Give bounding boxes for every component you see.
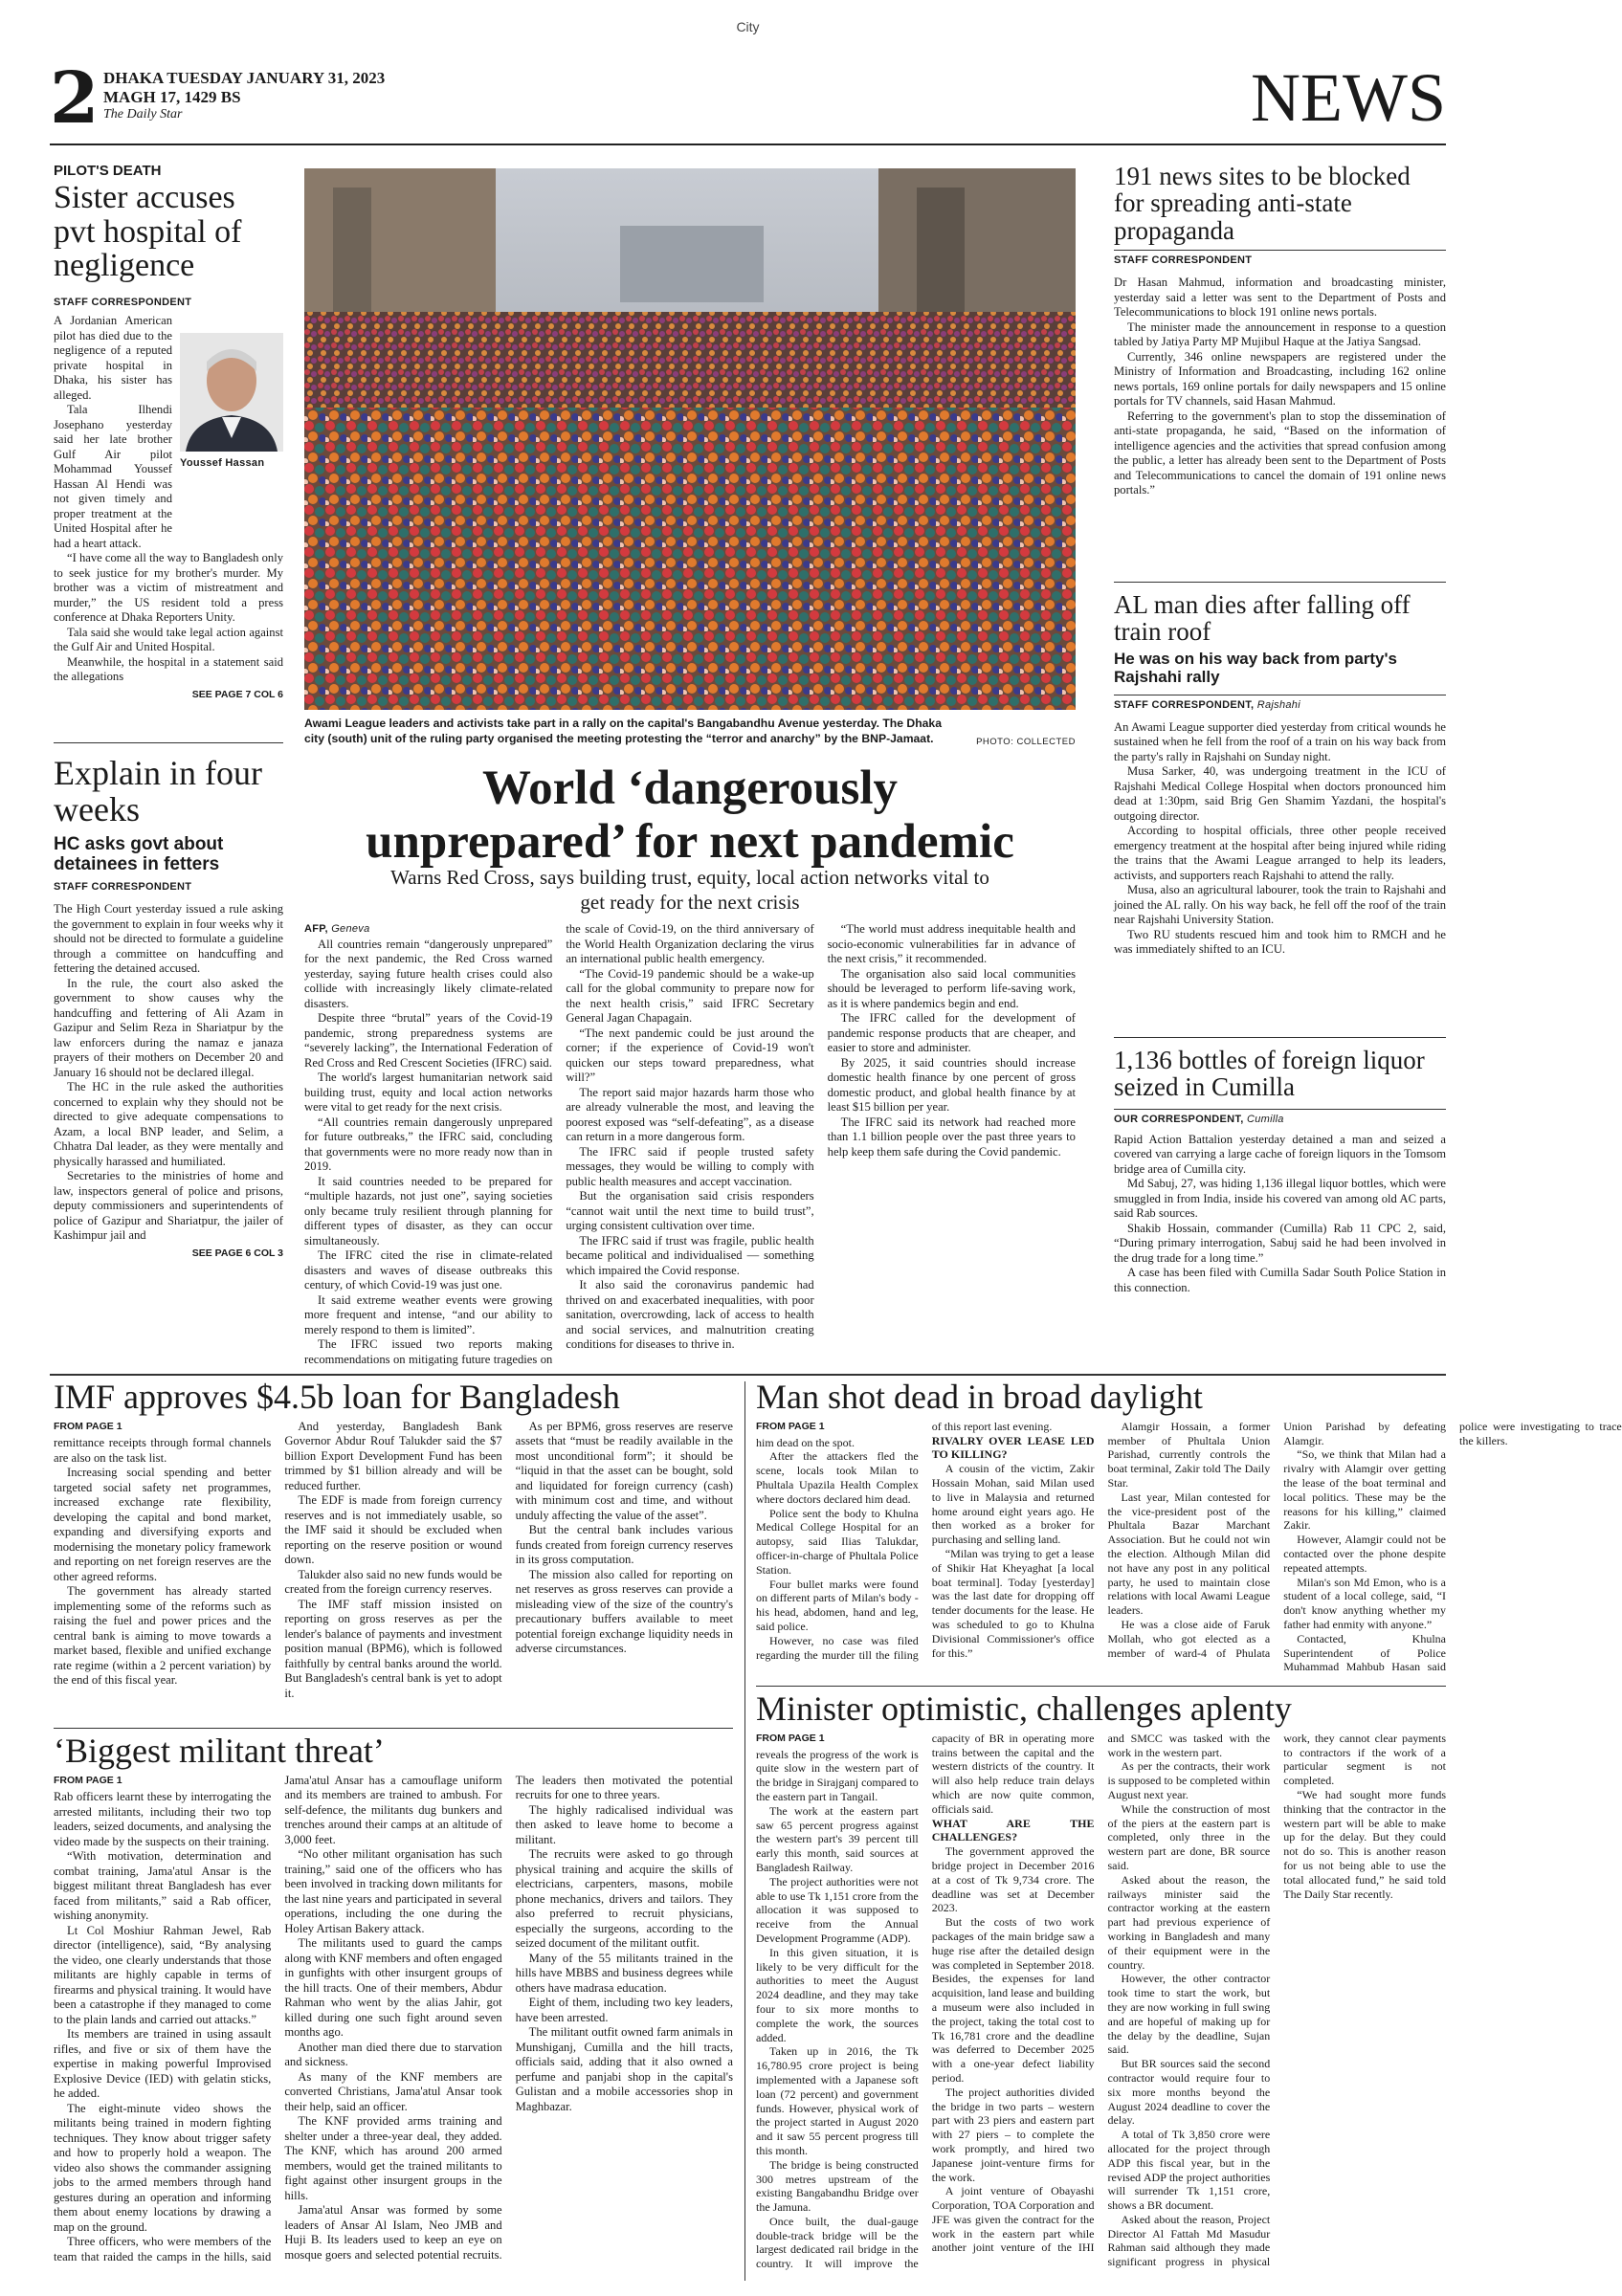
minister-story bbox=[756, 1691, 1446, 2281]
pilot-story bbox=[54, 163, 283, 700]
imf-body: FROM PAGE 1 remittance receipts through formal channels are also on the task list. Increasing social spending and better targeted social safety net programmes, increased exchange rate flexibility, developing the capital and bond market, expanding and diversifying exports and modernising the monetary policy framework and reporting on net foreign reserves are the other agreed reforms. The government has already started implementing some of the reforms such as raising the fuel and power prices and the central bank is aiming to move towards a market based, flexible and unified exchange rate regime (within a 2 percent variation) by the end of this fiscal year. And yesterday, Bangladesh Bank Governor Abdur Rouf Talukder said the $7 billion Export Development Fund has been trimmed by $1 billion already and will be reduced further. The EDF is made from foreign currency reserves and is not immediately usable, so the IMF said it should be excluded when reporting on the reserve position or wound down. Talukder also said no new funds would be created from the foreign currency reserves. The IMF staff mission insisted on reporting on gross reserves as per the lender's balance of payments and investment position manual (BPM6), which is followed faithfully by central banks around the world. But Bangladesh's central bank is yet to adopt it. As per BPM6, gross reserves are reserve assets that “must be readily available in the most unconditional form”; it should be “liquid in that the asset can be bought, sold and liquidated for foreign currency (cash) with minimum cost and time, and without unduly affecting the value of the asset”. But the central bank includes various funds created from foreign currency reserves in its gross computation. The mission also called for reporting on net reserves as gross reserves can provide a misleading view of the size of the country's precautionary buffers available to meet potential foreign exchange liquidity needs in adverse circumstances. bbox=[54, 1419, 733, 1700]
pandemic-headline[interactable]: World ‘dangerously unprepared’ for next pandemic bbox=[366, 762, 1014, 869]
masthead-rule bbox=[50, 144, 1446, 145]
left-rule bbox=[54, 742, 283, 743]
liquor-story bbox=[1114, 1047, 1446, 1295]
pandemic-byline: AFP, Geneva bbox=[304, 923, 370, 935]
train-byline: STAFF CORRESPONDENT, Rajshahi bbox=[1114, 695, 1446, 711]
crowd-image bbox=[304, 168, 1076, 710]
imf-headline[interactable]: IMF approves $4.5b loan for Bangladesh bbox=[54, 1378, 620, 1416]
sites-byline: STAFF CORRESPONDENT bbox=[1114, 250, 1446, 266]
paper-logo: The Daily Star bbox=[103, 107, 183, 121]
train-headline[interactable]: AL man dies after falling off train roof bbox=[1114, 590, 1411, 647]
dateline bbox=[103, 69, 385, 107]
pandemic-body: AFP, Geneva All countries remain “dangerously unprepared” for the next pandemic, the Red Cross warned yesterday, saying future health crises could also collide with increasingly likely climate-related disasters. Despite three “brutal” years of the Covid-19 pandemic, strong preparedness systems are “severely lacking”, the International Federation of Red Cross and Red Crescent Societies (IFRC) said. The world's largest humanitarian network said building trust, equity and local action networks were vital to get ready for the next crisis. “All countries remain dangerously unprepared for future outbreaks,” the IFRC said, concluding that governments were no more ready now than in 2019. It said countries needed to be prepared for “multiple hazards, not just one”, saying societies only became truly resilient through planning for different types of disaster, as they can occur simultaneously. The IFRC cited the rise in climate-related disasters and waves of disease outbreaks this century, of which Covid-19 was just one. It said extreme weather events were growing more frequent and intense, “and our ability to merely respond to them is limited”. The IFRC issued two reports making recommendations on mitigating future tragedies on the scale of Covid-19, on the third anniversary of the World Health Organization declaring the virus an international public health emergency. “The Covid-19 pandemic should be a wake-up call for the global community to prepare now for the next health crisis,” said IFRC Secretary General Jagan Chapagain. “The next pandemic could be just around the corner; if the experience of Covid-19 won't quicken our steps toward preparedness, what will?” The report said major hazards harm those who are already vulnerable the most, and leaving the poorest exposed was “self-defeating”, as a disease can return in a more dangerous form. The IFRC said if people trusted safety messages, they would be willing to comply with public health measures and accept vaccination. But the organisation said crisis responders “cannot wait until the next time to build trust”, urging consistent cultivation over time. The IFRC said if trust was fragile, public health became political and individualised — something which impaired the Covid response. It also said the coronavirus pandemic had thrived on and exacerbated inequalities, with poor sanitation, overcrowding, lack of access to health and social services, and malnutrition creating conditions for diseases to thrive in. “The world must address inequitable health and socio-economic vulnerabilities far in advance of the next crisis,” it recommended. The organisation also said local communities should be leveraged to perform life-saving work, as it is where pandemics begin and end. The IFRC called for the development of pandemic response products that are cheaper, and easier to store and administer. By 2025, it said countries should increase domestic health finance by one percent of gross domestic product, and global health finance by at least $15 billion per year. The IFRC said its network had reached more than 1.1 billion people over the past three years to help keep them safe during the Covid pandemic. bbox=[304, 922, 1076, 1366]
pilot-jump[interactable]: SEE PAGE 7 COL 6 bbox=[191, 688, 283, 700]
right-rule-2 bbox=[1114, 1037, 1446, 1038]
photo-credit: PHOTO: COLLECTED bbox=[976, 737, 1076, 747]
explain-story bbox=[54, 756, 283, 1259]
minister-body: FROM PAGE 1 reveals the progress of the work is quite slow in the western part of the bridge in Sirajganj compared to the eastern part in Tangail. The work at the eastern part saw 65 percent progress against the western part's 39 percent till early this month, said sources at Bangladesh Railway. The project authorities were not able to use Tk 1,151 crore from the allocation it was supposed to receive from the Annual Development Programme (ADP). In this given situation, it is likely to be very difficult for the authorities to meet the August 2024 deadline, and they may take four to six more months to complete the work, the sources added. Taken up in 2016, the Tk 16,780.95 crore project is being implemented with a Japanese soft loan (72 percent) and government funds. However, physical work of the project started in August 2020 and it saw 55 percent progress till this month. The bridge is being constructed 300 metres upstream of the existing Bangabandhu Bridge over the Jamuna. Once built, the dual-gauge double-track bridge will be the largest dedicated rail bridge in the country. It will improve the capacity of BR in operating more trains between the capital and the western districts of the country. It will also help reduce train delays which are now quite common, officials said. WHAT ARE THE CHALLENGES? The government approved the bridge project in December 2016 at a cost of Tk 9,734 crore. The deadline was set at December 2023. But the costs of two work packages of the main bridge saw a huge rise after the detailed design was completed in September 2018. Besides, the expenses for land acquisition, land lease and building a museum were also included in the project, taking the total cost to Tk 16,781 crore and the deadline was deferred to December 2025 with a one-year defect liability period. The project authorities divided the bridge in two parts – western part with 23 piers and eastern part with 27 piers – to complete the work promptly, and hired two Japanese joint-venture firms for the work. A joint venture of Obayashi Corporation, TOA Corporation and JFE was given the contract for the work in the eastern part while another joint venture of the IHI and SMCC was tasked with the work in the western part. As per the contracts, their work is supposed to be completed within August next year. While the construction of most of the piers at the eastern part is completed, only three in the western part are done, BR source said. Asked about the reason, the railways minister said the contractor working at the eastern part had previous experience of working in Bangladesh and many of their equipment were in the country. However, the other contractor took time to start the work, but they are now working in full swing and are hopeful of making up for the delay by the deadline, Sujan said. But BR sources said the second contractor would require four to six more months beyond the August 2024 deadline to cover the delay. A total of Tk 3,850 crore were allocated for the project through ADP this fiscal year, but in the revised ADP the project authorities will surrender Tk 1,151 crore, shows a BR document. Asked about the reason, Project Director Al Fattah Md Masudur Rahman said although they made significant progress in physical work, they cannot clear payments to contractors if the work of a particular segment is not completed. “We had sought more funds thinking that the contractor in the western part will be able to make up for the delay. But they could not do so. This is another reason for us not being able to use the total allocated fund,” he said told The Daily Star recently. bbox=[756, 1731, 1446, 2271]
shot-bottom-rule bbox=[756, 1686, 1446, 1687]
shot-body: FROM PAGE 1 him dead on the spot. After the attackers fled the scene, locals took Milan to Phultala Upazila Health Complex where doctors declared him dead. Police sent the body to Khulna Medical College Hospital for an autopsy, said Ilias Talukdar, officer-in-charge of Phultala Police Station. Four bullet marks were found on different parts of Milan's body - his head, abdomen, hand and leg, said police. However, no case was filed regarding the murder till the filing of this report last evening. RIVALRY OVER LEASE LED TO KILLING? A cousin of the victim, Zakir Hossain Mohan, said Milan used to live in Malaysia and returned home around eight years ago. He then worked as a broker for purchasing and selling land. “Milan was trying to get a lease of Shikir Hat Kheyaghat [a local boat terminal]. Today [yesterday] was the last date for dropping off tender documents for the lease. He was scheduled to go to Khulna Divisional Commissioner's office for this.” Alamgir Hossain, a former member of Phultala Union Parishad, currently controls the boat terminal, Zakir told The Daily Star. Last year, Milan contested for the vice-president post of the Phultala Bazar Marchant Association. But he could not win the election. Although Milan did not have any post in any political party, he used to maintain close relations with local Awami League leaders. He was a close aide of Faruk Mollah, who got elected as a member of ward-4 of Phulata Union Parishad by defeating Alamgir. “So, we think that Milan had a rivalry with Alamgir over getting the lease of the boat terminal and local politics. These may be the reasons for his killing,” claimed Zakir. However, Alamgir could not be contacted over the phone despite repeated attempts. Milan's son Md Emon, who is a student of a local college, said, “I don't know anything whether my father had enmity with anyone.” Contacted, Khulna Superintendent of Police Muhammad Mahbub Hasan said police were investigating to trace the killers. bbox=[756, 1419, 1622, 1674]
section-label: City bbox=[736, 19, 760, 34]
pandemic-story bbox=[304, 922, 1076, 1367]
portrait-image bbox=[180, 333, 283, 452]
bangla-date: MAGH 17, 1429 BS bbox=[103, 88, 241, 106]
liquor-body: Rapid Action Battalion yesterday detained a man and seized a covered van carrying a large cache of foreign liquors in the Tomsom bridge area of Cumilla city. Md Sabuj, 27, was hiding 1,136 illegal liquor bottles, which were smuggled in from India, inside his covered van among old AC parts, said Rab sources. Shakib Hossain, commander (Cumilla) Rab 11 CPC 2, said, “During primary interrogation, Sabuj said he had been involved in the drug trade for a long time.” A case has been filed with Cumilla Sadar South Police Station in this connection. bbox=[1114, 1132, 1446, 1294]
minister-subhead: WHAT ARE THE CHALLENGES? bbox=[931, 1816, 1095, 1844]
liquor-byline: OUR CORRESPONDENT, Cumilla bbox=[1114, 1109, 1446, 1125]
liquor-headline[interactable]: 1,136 bottles of foreign liquor seized in Cumilla bbox=[1114, 1046, 1425, 1102]
pilot-photo bbox=[180, 333, 283, 467]
lower-section-rule bbox=[50, 1374, 1446, 1376]
sites-story bbox=[1114, 163, 1446, 498]
minister-headline[interactable]: Minister optimistic, challenges aplenty bbox=[756, 1689, 1292, 1728]
train-body: An Awami League supporter died yesterday from critical wounds he sustained when he fell from the roof of a train on his way back from the party's rally in Rajshahi on Sunday night. Musa Sarker, 40, was undergoing treatment in the ICU of Rajshahi Medical College Hospital when doctors pronounced him dead at 1:30pm, said Brig Gen Shamim Yazdani, the hospital's outgoing director. According to hospital officials, three other people received emergency treatment at the hospital after being injured while riding the trains that the Awami League arranged to help its leaders, activists, and supporters reach Rajshahi to attend the rally. Musa, also an agricultural labourer, took the train to Rajshahi and joined the AL rally. On his way back, he fell off the roof of the train near Rajshahi University Station. Two RU students rescued him and took him to RMCH and he was immediately shifted to an ICU. bbox=[1114, 719, 1446, 957]
imf-bottom-rule bbox=[54, 1728, 733, 1729]
militant-headline[interactable]: ‘Biggest militant threat’ bbox=[54, 1732, 385, 1770]
pilot-headline[interactable]: Sister accuses pvt hospital of negligence bbox=[54, 180, 242, 284]
photo-caption-block bbox=[304, 716, 1076, 746]
photo-caption: Awami League leaders and activists take part in a rally on the capital's Bangabandhu Avenue yesterday. The Dhaka city (south) unit of the ruling party organised the meeting protesting the “terror and anarchy” by the BNP-Jamaat. bbox=[304, 717, 942, 745]
date: DHAKA TUESDAY JANUARY 31, 2023 bbox=[103, 69, 386, 87]
train-deck: He was on his way back from party's Rajshahi rally bbox=[1114, 649, 1397, 687]
shot-from: FROM PAGE 1 bbox=[756, 1420, 825, 1432]
page-number: 2 bbox=[50, 57, 100, 140]
imf-from: FROM PAGE 1 bbox=[54, 1420, 122, 1432]
shot-story bbox=[756, 1378, 1622, 1680]
minister-from: FROM PAGE 1 bbox=[756, 1732, 825, 1744]
lower-vertical-rule bbox=[744, 1381, 745, 2281]
pilot-kicker: PILOT'S DEATH bbox=[54, 163, 162, 179]
explain-headline[interactable]: Explain in four weeks bbox=[54, 754, 262, 828]
explain-body: The High Court yesterday issued a rule asking the government to explain in four weeks why it should not be directed to formulate a guideline through a committee on handcuffing and fettering the detained accused. In the rule, the court also asked the government to show causes why the handcuffing and fettering of Ali Azam in Gazipur and Selim Reza in Shariatpur by the law enforcers during the namaz e janaza prayers of their mothers on December 20 and January 16 should not be declared illegal. The HC in the rule asked the authorities concerned to explain why they should not be directed to give adequate compensations to Azam, a local BNP leader, and Selim, a Chhatra Dal leader, as they were mentally and physically harassed and humiliated. Secretaries to the ministries of home and law, inspectors general of police and prisons, deputy commissioners and superintendents of police of Gazipur and Shariatpur, the jailer of Kashimpur jail and bbox=[54, 902, 283, 1243]
militant-from: FROM PAGE 1 bbox=[54, 1774, 122, 1786]
explain-byline: STAFF CORRESPONDENT bbox=[54, 881, 192, 894]
train-story bbox=[1114, 591, 1446, 958]
militant-story bbox=[54, 1733, 733, 2281]
pandemic-deck: Warns Red Cross, says building trust, equity, local action networks vital to get ready for the next crisis bbox=[390, 866, 989, 914]
shot-headline[interactable]: Man shot dead in broad daylight bbox=[756, 1378, 1203, 1416]
explain-deck: HC asks govt about detainees in fetters bbox=[54, 833, 224, 875]
shot-subhead: RIVALRY OVER LEASE LED TO KILLING? bbox=[931, 1433, 1095, 1462]
pilot-photo-caption: Youssef Hassan bbox=[180, 457, 265, 469]
pilot-byline: STAFF CORRESPONDENT bbox=[54, 297, 192, 309]
sites-body: Dr Hasan Mahmud, information and broadcasting minister, yesterday said a letter was sent to the Department of Posts and Telecommunications to block 191 online news portals. The minister made the announcement in response to a question tabled by Jatiya Party MP Mujibul Haque at the Jatiya Sangsad. Currently, 346 online newspapers are registered under the Ministry of Information and Broadcasting, including 162 online news portals, 169 online portals for daily newspapers and 15 online portals for TV channels, said Hasan Mahmud. Referring to the government's plan to stop the dissemination of anti-state propaganda, he said, “Based on the information of intelligence agencies and the activities that spread confusion among the public, a letter has already been sent to the Department of Posts and Telecommunications to cancel the domain of 191 online news portals.” bbox=[1114, 276, 1446, 497]
rally-photo bbox=[304, 168, 1076, 710]
right-rule-1 bbox=[1114, 582, 1446, 583]
explain-jump[interactable]: SEE PAGE 6 COL 3 bbox=[191, 1247, 283, 1259]
pilot-body: A Jordanian American pilot has died due to the negligence of a reputed private hospital in Dhaka, his sister has alleged. Tala Ilhendi Josephano yesterday said her late brother Gulf Air pilot Mohammad Youssef Hassan Al Hendi was not given timely and proper treatment at the United Hospital after he had a heart attack. “I have come all the way to Bangladesh only to seek justice for my brother's murder. My brother was a victim of mistreatment and murder,” the US resident told a press conference at Dhaka Reporters Unity. Tala said she would take legal action against the Gulf Air and United Hospital. Meanwhile, the hospital in a statement said the allegations bbox=[54, 314, 283, 684]
militant-body: FROM PAGE 1 Rab officers learnt these by interrogating the arrested militants, including their two top leaders, seized documents, and analysing the video made by the suspects on their training. “With motivation, determination and combat training, Jama'atul Ansar is the biggest militant threat Bangladesh has ever faced from militants,” said a Rab officer, wishing anonymity. Lt Col Moshiur Rahman Jewel, Rab director (intelligence), said, “By analysing the video, one clearly understands that those militants are highly capable in terms of firearms and physical training. It would have been a catastrophe if they managed to come to the plain lands and carried out attacks.” Its members are trained in using assault rifles, and five or six of them have the expertise in making powerful Improvised Explosive Device (IED) with gelatin sticks, he added. The eight-minute video shows the militants being trained in modern fighting techniques. They know about trigger safety and how to properly hold a weapon. The video also shows the commander assigning jobs to the armed members through hand gestures during an operation and informing them about enemy locations by drawing a map on the ground. Three officers, who were members of the team that raided the camps in the hills, said Jama'atul Ansar has a camouflage uniform and its members are trained to ambush. For self-defence, the militants dug bunkers and trenches around their camps at an altitude of 3,000 feet. “No other militant organisation has such training,” said one of the officers who has been involved in tracking down militants for the last nine years and participated in several operations, including the one during the Holey Artisan Bakery attack. The militants used to guard the camps along with KNF members and often engaged in gunfights with other insurgent groups of the hill tracts. One of their members, Abdur Rahman who went by the alias Jahir, got killed during one such fight around seven months ago. Another man died there due to starvation and sickness. As many of the KNF members are converted Christians, Jama'atul Ansar took their help, said an officer. The KNF provided arms training and shelter under a three-year deal, they added. The KNF, which has around 200 armed members, would get the trained militants to fight against other insurgent groups in the hills. Jama'atul Ansar was formed by some leaders of Ansar Al Islam, Neo JMB and Huji B. Its leaders used to keep an eye on mosque goers and selected potential recruits. The leaders then motivated the potential recruits for one to three years. The highly radicalised individual was then asked to leave home to become a militant. The recruits were asked to go through physical training and acquire the skills of electricians, carpenters, masons, mobile phone mechanics, drivers and tailors. They also preferred to recruit physicians, especially the surgeons, according to the seized document of the militant outfit. Many of the 55 militants trained in the hills have MBBS and business degrees while others have madrasa education. Eight of them, including two key leaders, have been arrested. The militant outfit owned farm animals in Munshiganj, Cumilla and the hill tracts, officials said, adding that it also owned a perfume and panjabi shop in the capital's Gulistan and a mobile accessories shop in Maghbazar. bbox=[54, 1773, 733, 2263]
imf-story bbox=[54, 1380, 733, 1720]
sites-headline[interactable]: 191 news sites to be blocked for spreading anti-state propaganda bbox=[1114, 162, 1411, 245]
section-title: NEWS bbox=[1251, 59, 1446, 136]
